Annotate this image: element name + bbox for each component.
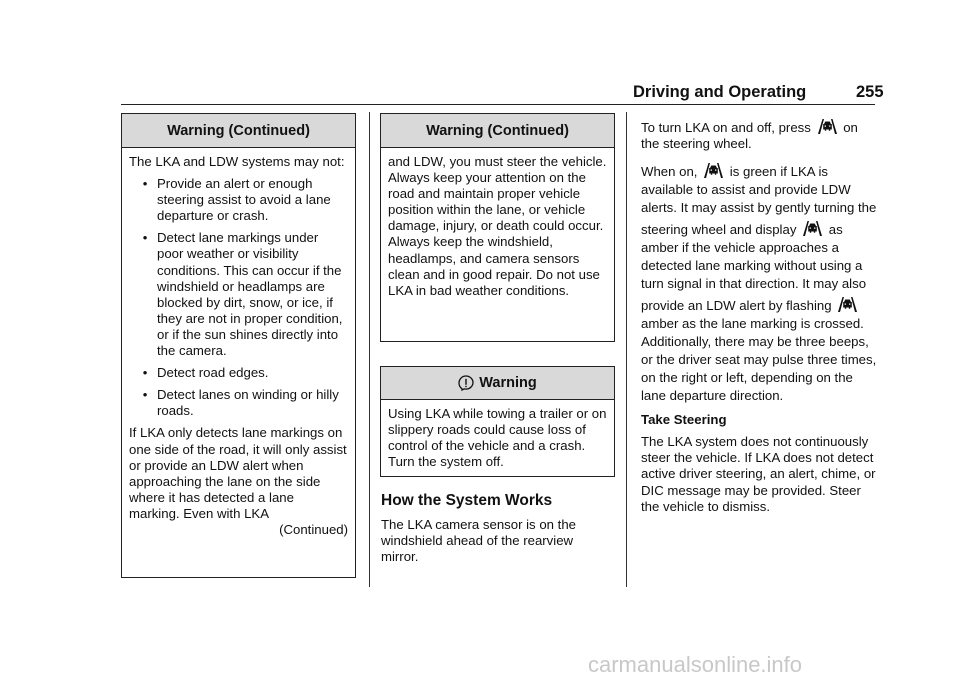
warning-box-heading — [381, 367, 614, 400]
warning-box-continued-2 — [380, 113, 615, 342]
bullet-mark: • — [142, 230, 148, 246]
lane-keep-assist-icon — [816, 115, 839, 135]
warning-text: Using LKA while towing a trailer or on slippery roads could cause loss of control of the vehicle and a crash. Turn the system off. — [388, 406, 607, 470]
list-item: • Detect lane markings under poor weather or visibility conditions. This can occur if the windshield or headlamps are blocked by dirt, snow, or ice, if they are not in proper condition, or if the sun shines directly into the camera. — [129, 230, 348, 359]
list-item: • Detect road edges. — [129, 365, 348, 381]
warning-text: and LDW, you must steer the vehicle. Always keep your attention on the road and maintain proper vehicle position within the lane, or vehicle damage, injury, or death could occur. Always keep the windshield, headlamps, and camera sensors clean and in good repair. Do not use LKA in bad weather conditions. — [388, 154, 607, 298]
list-item: • Detect lanes on winding or hilly roads. — [129, 387, 348, 419]
warning-closing-text: If LKA only detects lane markings on one side of the road, it will only assist or provide an LDW alert when approaching the lane on the side where it has detected a lane marking. Even with LKA — [129, 425, 347, 521]
paragraph-when-on: When on, is green if LKA is available to assist and provide LDW alerts. It may assist by gently turning the steering wheel and display as amber if the vehicle approaches a detected lane marking without using a turn signal in that direction. It may also provide an LDW alert by flashing amber as the lane marking is crossed. Additionally, there may be three beeps, or the driver seat may pulse three times, on the right or left, depending on the lane departure direction. — [641, 159, 877, 405]
subheading-take-steering: Take Steering — [641, 412, 727, 428]
column-divider-1 — [369, 112, 370, 587]
section-how-system-works — [381, 493, 613, 572]
warning-box-body — [122, 148, 355, 538]
section-text: The LKA camera sensor is on the windshield ahead of the rearview mirror. — [381, 517, 576, 565]
paragraph-turn-on-off: To turn LKA on and off, press on the steering wheel. — [641, 115, 877, 152]
warning-heading-text: Warning — [479, 375, 537, 391]
watermark: carmanualsonline.info — [588, 652, 803, 677]
continued-label: (Continued) — [279, 521, 348, 537]
warning-box-heading: Warning (Continued) — [122, 114, 355, 148]
bullet-mark: • — [142, 387, 148, 403]
lane-keep-assist-icon — [836, 293, 859, 313]
column-3 — [641, 115, 877, 522]
warning-icon — [458, 375, 474, 391]
warning-intro: The LKA and LDW systems may not: — [129, 154, 345, 169]
page-number: 255 — [856, 83, 884, 101]
warning-box-body — [381, 400, 614, 470]
bullet-mark: • — [142, 176, 148, 192]
warning-box-continued-1 — [121, 113, 356, 578]
lane-keep-assist-icon — [702, 159, 725, 179]
warning-box-body — [381, 148, 614, 299]
header-rule — [121, 104, 875, 105]
section-heading: How the System Works — [381, 492, 553, 509]
warning-box-heading: Warning (Continued) — [381, 114, 614, 148]
page-title: Driving and Operating — [633, 83, 807, 101]
warning-box — [380, 366, 615, 477]
paragraph-take-steering: The LKA system does not continuously steer the vehicle. If LKA does not detect active driver steering, an alert, chime, or DIC message may be provided. Steer the vehicle to dismiss. — [641, 434, 876, 514]
bullet-mark: • — [142, 365, 148, 381]
lane-keep-assist-icon — [801, 217, 824, 237]
list-item: • Provide an alert or enough steering assist to avoid a lane departure or crash. — [129, 176, 348, 224]
column-divider-2 — [626, 112, 627, 587]
